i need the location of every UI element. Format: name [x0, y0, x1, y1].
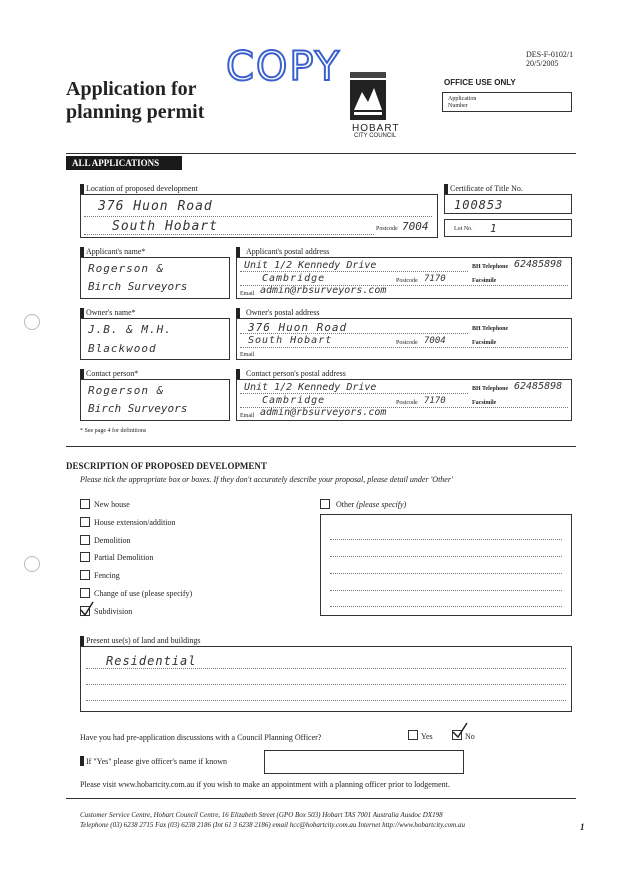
hobart-logo [348, 70, 388, 122]
owner-line1: J.B. & M.H. [88, 323, 172, 336]
officer-name-input[interactable] [264, 750, 464, 774]
option-label: New house [94, 500, 130, 509]
applicant-postal-line1: Unit 1/2 Kennedy Drive [244, 260, 377, 271]
contact-label: Contact person* [86, 369, 139, 378]
lot-value: 1 [490, 222, 498, 235]
applicant-postcode: 7170 [424, 274, 446, 284]
certificate-marker [444, 184, 448, 194]
applicant-phone-label: BH Telephone [472, 264, 509, 270]
present-use-marker [80, 636, 84, 646]
other-label: Other (please specify) [336, 500, 407, 509]
contact-phone: 62485898 [514, 381, 563, 392]
footer-line2: Telephone (03) 6238 2715 Fax (03) 6238 2186 (Int 61 3 6238 2186) email hcc@hobartcity.com.au Internet http://www.hobartcity.com.au [80, 821, 465, 829]
owner-fax-label: Facsimile [472, 340, 497, 346]
contact-line1: Rogerson & [88, 384, 165, 397]
applicant-line2: Birch Surveyors [88, 280, 188, 293]
location-postcode-label: Postcode [376, 226, 398, 232]
contact-line2: Birch Surveyors [88, 402, 188, 415]
location-line1: 376 Huon Road [98, 199, 213, 214]
section-rule-1 [66, 446, 576, 447]
officer-label: If "Yes" please give officer's name if known [86, 757, 227, 766]
applicant-fax-label: Facsimile [472, 278, 497, 284]
applicant-marker [80, 247, 84, 257]
owner-marker [80, 308, 84, 318]
contact-postal-label: Contact person's postal address [246, 369, 346, 378]
option-label: Change of use (please specify) [94, 589, 193, 598]
certificate-label: Certificate of Title No. [450, 184, 523, 193]
applicant-postal-label: Applicant's postal address [246, 247, 330, 256]
contact-postcode: 7170 [424, 396, 446, 406]
checkmark-icon [79, 601, 95, 617]
description-heading: DESCRIPTION OF PROPOSED DEVELOPMENT [66, 461, 267, 471]
owner-postal-label: Owner's postal address [246, 308, 320, 317]
applicant-email: admin@rbsurveyors.com [260, 285, 387, 296]
yes-checkbox[interactable] [408, 730, 418, 740]
logo-emblem-icon [348, 70, 388, 122]
location-marker [80, 184, 84, 194]
option-checkbox[interactable] [80, 570, 90, 580]
description-instructions: Please tick the appropriate box or boxes. If they don't accurately describe your proposal, please detail under 'Other' [80, 475, 453, 484]
location-line2: South Hobart [112, 219, 218, 234]
option-label: Fencing [94, 571, 120, 581]
certificate-value: 100853 [454, 198, 504, 212]
binder-hole-bottom [24, 556, 40, 572]
applicant-email-label: Email [240, 291, 255, 297]
applicant-line1: Rogerson & [88, 262, 165, 275]
option-checkbox[interactable] [80, 552, 90, 562]
present-use-label: Present use(s) of land and buildings [86, 636, 201, 645]
pre-app-question: Have you had pre-application discussions with a Council Planning Officer? [80, 733, 322, 742]
option-checkbox[interactable] [80, 588, 90, 598]
other-checkbox[interactable] [320, 499, 330, 509]
number-label: Number [448, 103, 468, 109]
contact-email: admin@rbsurveyors.com [260, 407, 387, 418]
applicant-postcode-label: Postcode [396, 278, 418, 284]
page-title-line1: Application for [66, 78, 197, 100]
contact-fax-label: Facsimile [472, 400, 497, 406]
option-label: House extension/addition [94, 517, 176, 527]
section-all-applications: ALL APPLICATIONS [66, 156, 182, 170]
contact-email-label: Email [240, 413, 255, 419]
option-label: Demolition [94, 535, 131, 545]
footer-line1: Customer Service Centre, Hobart Council Centre, 16 Elizabeth Street (GPO Box 503) Hobart TAS 7001 Australia Ausdoc DX198 [80, 811, 443, 819]
logo-sub: CITY COUNCIL [354, 133, 397, 139]
copy-stamp: COPY [226, 44, 342, 90]
applicant-postal-line2: Cambridge [262, 273, 326, 284]
logo-name: HOBART [352, 123, 400, 134]
visit-note: Please visit www.hobartcity.com.au if you wish to make an appointment with a planning officer prior to lodgement. [80, 780, 450, 789]
owner-label: Owner's name* [86, 308, 136, 317]
application-label: Application [448, 96, 477, 102]
option-label: Subdivision [94, 606, 133, 616]
form-code: DES-F-0102/1 [526, 50, 574, 59]
form-date: 20/5/2005 [526, 59, 559, 68]
owner-postcode: 7004 [424, 336, 446, 346]
owner-postcode-label: Postcode [396, 340, 418, 346]
contact-postcode-label: Postcode [396, 400, 418, 406]
applicant-label: Applicant's name* [86, 247, 146, 256]
other-box[interactable] [320, 514, 572, 616]
contact-postal-marker [236, 369, 240, 379]
location-postcode: 7004 [402, 220, 429, 233]
officer-marker [80, 756, 84, 766]
binder-hole-top [24, 314, 40, 330]
footnote: * See page 4 for definitions [80, 428, 147, 434]
applicant-postal-marker [236, 247, 240, 257]
page-number: 1 [580, 822, 585, 832]
owner-phone-label: BH Telephone [472, 326, 509, 332]
option-checkbox[interactable] [80, 535, 90, 545]
owner-postal-line2: South Hobart [248, 335, 333, 346]
yes-label: Yes [421, 732, 433, 741]
application-number-box [442, 92, 572, 112]
contact-phone-label: BH Telephone [472, 386, 509, 392]
contact-postal-line2: Cambridge [262, 395, 326, 406]
lot-label: Lot No. [454, 226, 473, 232]
owner-email-label: Email [240, 352, 255, 358]
owner-postal-line1: 376 Huon Road [248, 321, 348, 334]
option-label: Partial Demolition [94, 553, 154, 563]
office-use-heading: OFFICE USE ONLY [444, 78, 516, 87]
contact-marker [80, 369, 84, 379]
owner-postal-marker [236, 308, 240, 318]
option-checkbox[interactable] [80, 499, 90, 509]
applicant-phone: 62485898 [514, 259, 563, 270]
location-label: Location of proposed development [86, 184, 198, 193]
present-use-value: Residential [106, 654, 197, 668]
footer-rule [66, 798, 576, 799]
page-title-line2: planning permit [66, 101, 205, 123]
owner-line2: Blackwood [88, 342, 157, 355]
header-rule [66, 153, 576, 154]
option-checkbox[interactable] [80, 517, 90, 527]
no-label: No [465, 732, 475, 741]
contact-postal-line1: Unit 1/2 Kennedy Drive [244, 382, 377, 393]
